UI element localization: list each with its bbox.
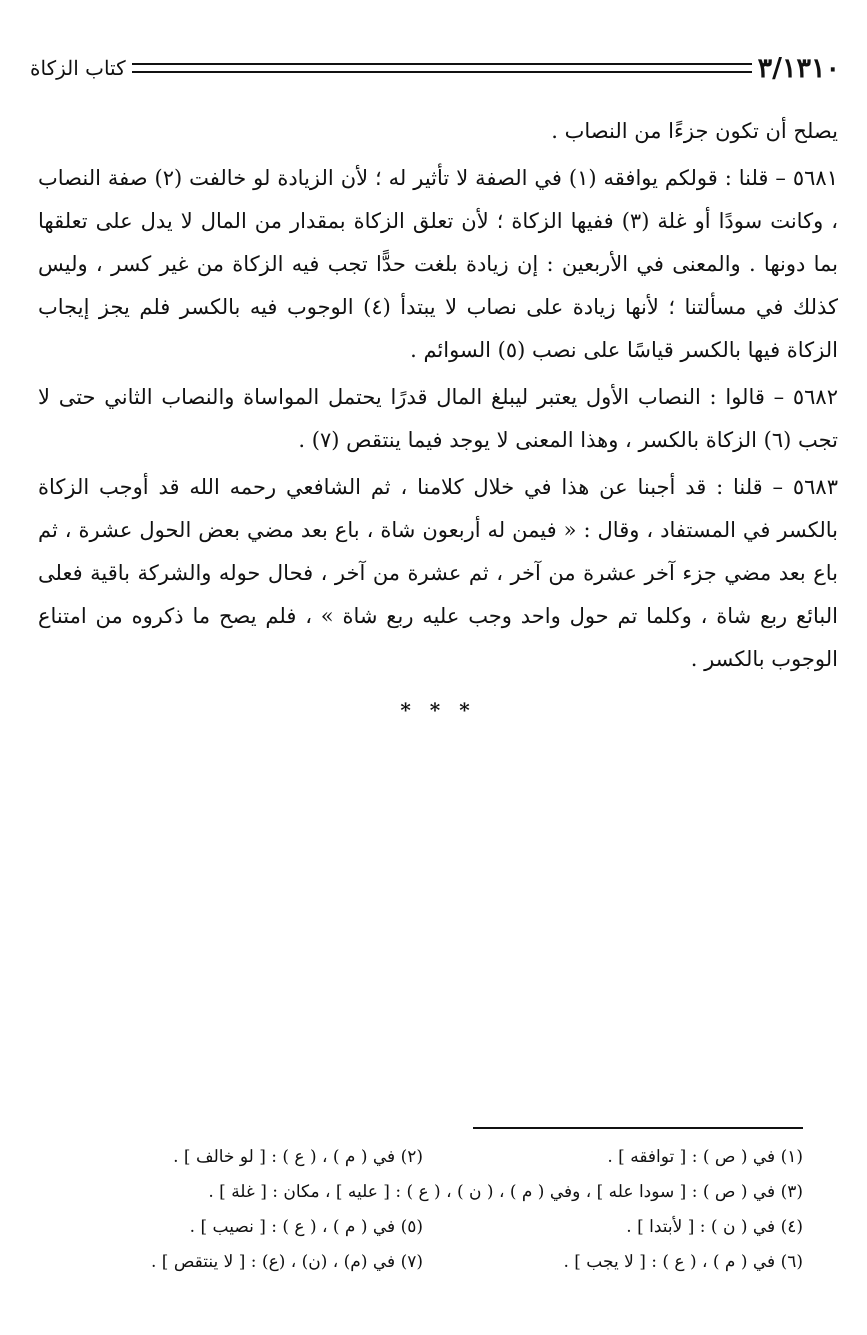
- paragraph: يصلح أن تكون جزءًا من النصاب .: [551, 119, 838, 143]
- paragraph: ٥٦٨٣ – قلنا : قد أجبنا عن هذا في خلال كلامنا ، ثم الشافعي رحمه الله قد أوجب الزكاة بالكسر في المستفاد ، وقال : « فيمن له أربعون شاة ، باع بعد مضي بعض الحول عشرة ، ثم باع بعد مضي جزء آخر عشرة من آخر ، ثم عشرة من آخر ، فحال حوله والشركة باقية فعلى البائع ربع شاة ، وكلما تم حول واحد وجب عليه ربع شاة » ، فلم يصح ما ذكروه من امتناع الوجوب بالكسر .: [38, 475, 838, 671]
- footnote: (٧) في (م) ، (ن) ، (ع) : [ لا ينتقص ] .: [151, 1252, 423, 1272]
- book-title: كتاب الزكاة: [30, 56, 126, 80]
- footnote: (٣) في ( ص ) : [ سودا عله ] ، وفي ( م ) ، ( ن ) ، ( ع ) : [ عليه ] ، مكان : [ غلة ] .: [208, 1182, 803, 1202]
- paragraph: ٥٦٨٢ – قالوا : النصاب الأول يعتبر ليبلغ المال قدرًا يحتمل المواساة والنصاب الثاني حتى لا تجب (٦) الزكاة بالكسر ، وهذا المعنى لا يوجد فيما ينتقص (٧) .: [38, 385, 838, 452]
- page-number: ٣/١٣١٠: [757, 52, 840, 84]
- section-separator: * * *: [400, 698, 476, 722]
- paragraph: ٥٦٨١ – قلنا : قولكم يوافقه (١) في الصفة لا تأثير له ؛ لأن الزيادة لو خالفت (٢) صفة النصاب ، وكانت سودًا أو غلة (٣) ففيها الزكاة ؛ لأن تعلق الزكاة بمقدار من المال لا يدل على تعلقها بما دونها . والمعنى في الأربعين : إن زيادة بلغت حدًّا تجب فيه الزكاة من غير كسر ، وليس كذلك في مسألتنا ؛ لأنها زيادة على نصاب لا يبتدأ (٤) الوجوب فيه بالكسر فلم يجز إيجاب الزكاة فيها بالكسر قياسًا على نصب (٥) السوائم .: [38, 166, 838, 362]
- footnote: (١) في ( ص ) : [ توافقه ] .: [607, 1147, 803, 1167]
- running-header: [30, 48, 840, 88]
- footnote-rule: [473, 1127, 803, 1129]
- footnotes: [43, 1140, 803, 1280]
- footnote: (٦) في ( م ) ، ( ع ) : [ لا يجب ] .: [563, 1252, 803, 1272]
- footnote: (٥) في ( م ) ، ( ع ) : [ نصيب ] .: [189, 1217, 423, 1237]
- main-text: [38, 110, 838, 732]
- footnote: (٤) في ( ن ) : [ لأبتدا ] .: [626, 1217, 803, 1237]
- header-rule: [132, 63, 752, 73]
- footnote: (٢) في ( م ) ، ( ع ) : [ لو خالف ] .: [173, 1147, 423, 1167]
